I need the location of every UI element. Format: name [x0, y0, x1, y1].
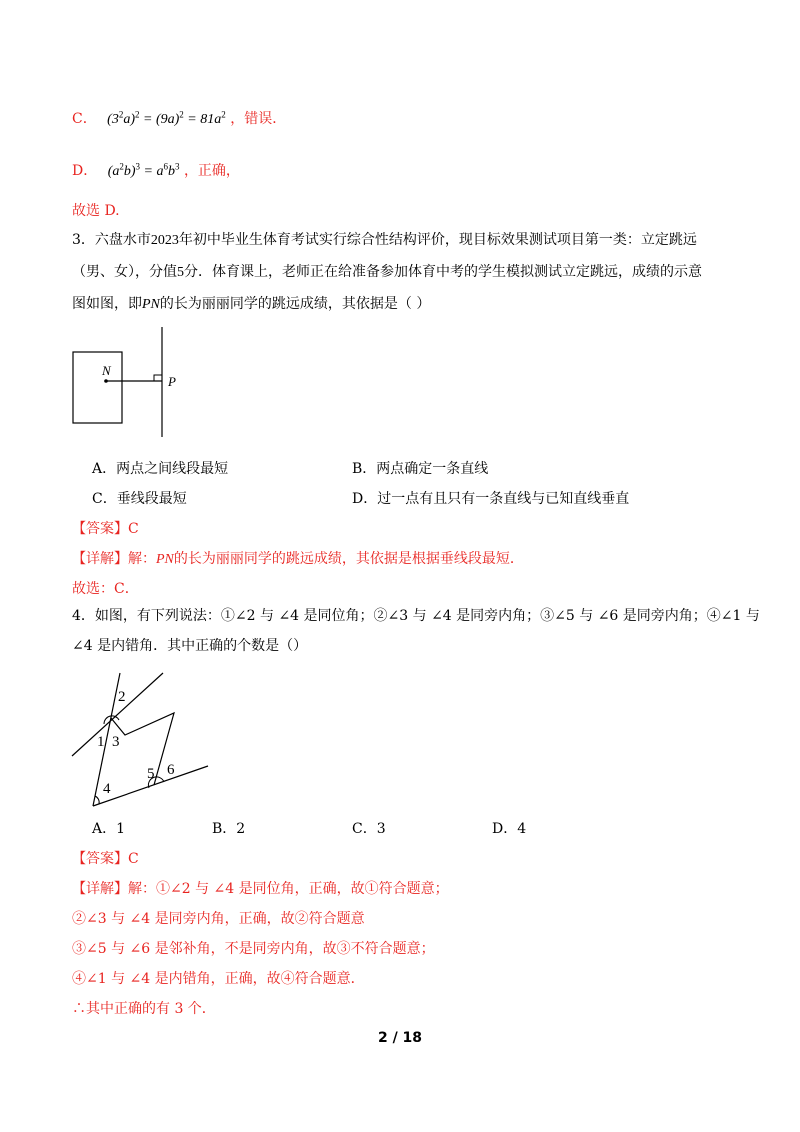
label-angle-1: 1	[97, 734, 105, 750]
zigzag	[111, 713, 174, 785]
q4-detail-3: ③∠5 与 ∠6 是邻补角，不是同旁内角，故③不符合题意；	[72, 941, 435, 957]
formula: $(3^2a)^2 = (9a)^2 = 81a^2$	[107, 109, 226, 127]
label-angle-4: 4	[103, 781, 111, 797]
long-jump-figure	[68, 322, 188, 440]
label-p: P	[168, 374, 176, 389]
q3-detail: 【详解】解：PN的长为丽丽同学的跳远成绩，其依据是根据垂线段最短．	[72, 551, 524, 567]
q4-detail-4: ④∠1 与 ∠4 是内错角，正确，故④符合题意．	[72, 971, 365, 987]
question-4-line-1: 4．如图，有下列说法：①∠2 与 ∠4 是同位角；②∠3 与 ∠4 是同旁内角；③∠5 与 ∠6 是同旁内角；④∠1 与	[72, 608, 760, 624]
question-4-line-2: ∠4 是内错角．其中正确的个数是（）	[72, 638, 308, 654]
q4-option-a: A．1	[92, 821, 126, 837]
q3-option-b: B．两点确定一条直线	[352, 461, 489, 477]
label-n: N	[102, 363, 111, 378]
option-label: D．	[72, 163, 98, 179]
question-3-line-3: 图如图，即PN的长为丽丽同学的跳远成绩，其依据是（ ）	[72, 296, 431, 312]
angle-arc-bottom	[95, 796, 99, 804]
label-angle-5: 5	[147, 766, 155, 782]
choose-line: 故选 D.	[72, 203, 120, 219]
question-3-line-2: （男、女），分值5分．体育课上，老师正在给准备参加体育中考的学生模拟测试立定跳远，成绩的示意	[72, 264, 702, 280]
label-angle-2: 2	[118, 689, 126, 705]
q3-option-a: A．两点之间线段最短	[92, 461, 229, 477]
verdict: ，错误．	[230, 111, 287, 127]
q3-option-c: C．垂线段最短	[92, 491, 187, 507]
formula: $(a^2b)^3 = a^6b^3$	[107, 161, 180, 179]
option-label: C．	[72, 111, 97, 127]
q3-answer: 【答案】C	[72, 521, 139, 537]
verdict: ，正确，	[183, 163, 240, 179]
q4-answer: 【答案】C	[72, 851, 139, 867]
option-d-line	[72, 160, 240, 180]
q4-conclusion: ∴其中正确的有 3 个．	[72, 1001, 216, 1017]
label-angle-3: 3	[112, 734, 120, 750]
point-n	[104, 379, 108, 383]
page-number: 2 / 18	[377, 1030, 423, 1046]
sand-pit	[73, 352, 122, 423]
option-c-line	[72, 108, 286, 128]
q4-option-b: B．2	[212, 821, 246, 837]
q4-detail-1: 【详解】解：①∠2 与 ∠4 是同位角，正确，故①符合题意；	[72, 881, 449, 897]
label-angle-6: 6	[167, 762, 175, 778]
q4-detail-2: ②∠3 与 ∠4 是同旁内角，正确，故②符合题意	[72, 911, 365, 927]
q4-option-d: D．4	[492, 821, 527, 837]
q3-choose: 故选：C．	[72, 581, 139, 597]
right-angle-mark	[154, 375, 162, 381]
q4-option-c: C．3	[352, 821, 386, 837]
q3-option-d: D．过一点有且只有一条直线与已知直线垂直	[352, 491, 630, 507]
question-3-line-1: 3．六盘水市2023年初中毕业生体育考试实行综合性结构评价，现目标效果测试项目第一类：立定跳远	[72, 232, 697, 248]
angles-figure	[68, 668, 218, 810]
